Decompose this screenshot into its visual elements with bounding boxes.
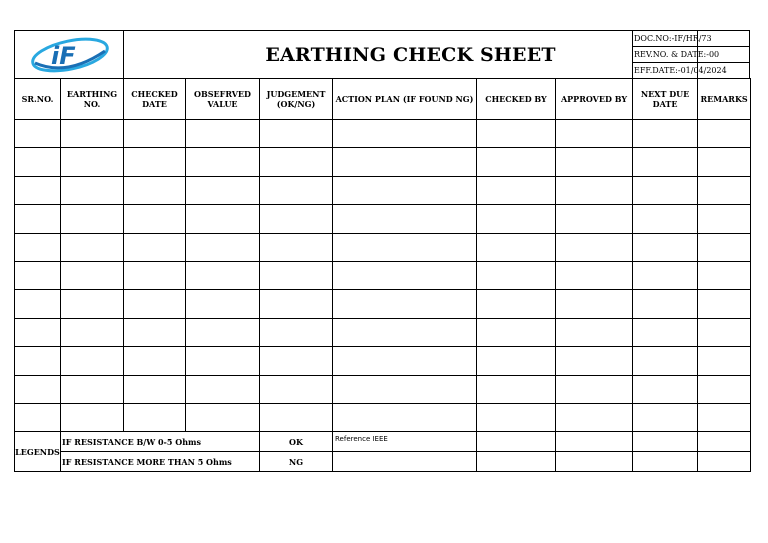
blank-cell[interactable] bbox=[260, 375, 333, 403]
blank-cell[interactable] bbox=[124, 375, 186, 403]
blank-cell[interactable] bbox=[15, 148, 61, 176]
blank-cell[interactable] bbox=[61, 205, 124, 233]
col-action-plan: ACTION PLAN (IF FOUND NG) bbox=[333, 79, 477, 120]
blank-cell[interactable] bbox=[260, 318, 333, 346]
blank-cell[interactable] bbox=[698, 290, 751, 318]
blank-cell[interactable] bbox=[186, 233, 260, 261]
blank-cell[interactable] bbox=[15, 375, 61, 403]
blank-cell[interactable] bbox=[633, 318, 698, 346]
blank-cell[interactable] bbox=[260, 403, 333, 431]
entry-rows bbox=[15, 120, 751, 432]
blank-cell[interactable] bbox=[61, 261, 124, 289]
blank-cell[interactable] bbox=[124, 290, 186, 318]
blank-cell[interactable] bbox=[124, 205, 186, 233]
blank-cell[interactable] bbox=[698, 347, 751, 375]
blank-cell[interactable] bbox=[633, 205, 698, 233]
blank-cell[interactable] bbox=[260, 148, 333, 176]
col-remarks: REMARKS bbox=[698, 79, 751, 120]
blank-cell[interactable] bbox=[477, 403, 556, 431]
legend-ng-code: NG bbox=[260, 452, 333, 472]
blank-cell[interactable] bbox=[186, 318, 260, 346]
blank-cell[interactable] bbox=[556, 347, 633, 375]
table-row bbox=[15, 176, 751, 204]
effective-date: EFF.DATE:-01/04/2024 bbox=[633, 63, 750, 79]
blank-cell[interactable] bbox=[15, 318, 61, 346]
blank-cell[interactable] bbox=[698, 375, 751, 403]
table-row bbox=[15, 347, 751, 375]
col-judgement: JUDGEMENT (OK/NG) bbox=[260, 79, 333, 120]
blank-cell[interactable] bbox=[186, 290, 260, 318]
blank-cell[interactable] bbox=[477, 347, 556, 375]
blank-cell[interactable] bbox=[556, 176, 633, 204]
blank-cell[interactable] bbox=[477, 148, 556, 176]
blank-cell[interactable] bbox=[186, 375, 260, 403]
table-row bbox=[15, 261, 751, 289]
blank-cell[interactable] bbox=[556, 403, 633, 431]
blank-cell[interactable] bbox=[477, 290, 556, 318]
blank-cell[interactable] bbox=[633, 403, 698, 431]
col-next-due-date: NEXT DUE DATE bbox=[633, 79, 698, 120]
blank-cell[interactable] bbox=[633, 176, 698, 204]
col-checked-by: CHECKED BY bbox=[477, 79, 556, 120]
blank-cell[interactable] bbox=[260, 120, 333, 148]
table-row bbox=[15, 148, 751, 176]
table-row bbox=[15, 233, 751, 261]
legend-ok-code: OK bbox=[260, 432, 333, 452]
blank-cell[interactable] bbox=[633, 261, 698, 289]
blank-cell[interactable] bbox=[333, 261, 477, 289]
blank-cell[interactable] bbox=[186, 120, 260, 148]
table-row bbox=[15, 375, 751, 403]
blank-cell[interactable] bbox=[698, 120, 751, 148]
revision-number: REV.NO. & DATE:-00 bbox=[633, 47, 750, 63]
col-earthing-no: EARTHING NO. bbox=[61, 79, 124, 120]
earthing-check-sheet bbox=[14, 30, 751, 472]
blank-cell[interactable] bbox=[61, 347, 124, 375]
blank-cell[interactable] bbox=[556, 318, 633, 346]
blank-cell[interactable] bbox=[477, 318, 556, 346]
blank-cell[interactable] bbox=[698, 148, 751, 176]
blank-cell[interactable] bbox=[61, 403, 124, 431]
blank-cell[interactable] bbox=[260, 205, 333, 233]
blank-cell[interactable] bbox=[61, 176, 124, 204]
blank-cell[interactable] bbox=[260, 290, 333, 318]
legend-ok-text: IF RESISTANCE B/W 0-5 Ohms bbox=[61, 432, 260, 452]
blank-cell[interactable] bbox=[333, 148, 477, 176]
blank-cell[interactable] bbox=[477, 375, 556, 403]
blank-cell[interactable] bbox=[633, 120, 698, 148]
blank-cell[interactable] bbox=[477, 233, 556, 261]
blank-cell[interactable] bbox=[333, 403, 477, 431]
if-logo-icon bbox=[27, 33, 111, 77]
blank-cell[interactable] bbox=[556, 205, 633, 233]
blank-cell[interactable] bbox=[61, 148, 124, 176]
company-logo bbox=[15, 31, 124, 79]
legend-reference: Reference IEEE bbox=[333, 432, 477, 452]
blank-cell[interactable] bbox=[698, 318, 751, 346]
blank-cell[interactable] bbox=[124, 403, 186, 431]
table-row bbox=[15, 403, 751, 431]
blank-cell[interactable] bbox=[698, 233, 751, 261]
table-row bbox=[15, 290, 751, 318]
blank-cell[interactable] bbox=[260, 347, 333, 375]
blank-cell[interactable] bbox=[633, 347, 698, 375]
blank-cell[interactable] bbox=[633, 148, 698, 176]
blank-cell[interactable] bbox=[698, 205, 751, 233]
blank-cell[interactable] bbox=[556, 120, 633, 148]
blank-cell[interactable] bbox=[333, 233, 477, 261]
blank-cell[interactable] bbox=[61, 290, 124, 318]
page-title: EARTHING CHECK SHEET bbox=[124, 31, 698, 79]
legend-row bbox=[15, 452, 751, 472]
blank-cell[interactable] bbox=[633, 290, 698, 318]
blank-cell[interactable] bbox=[61, 233, 124, 261]
blank-cell[interactable] bbox=[186, 347, 260, 375]
blank-cell[interactable] bbox=[186, 403, 260, 431]
col-checked-date: CHECKED DATE bbox=[124, 79, 186, 120]
blank-cell[interactable] bbox=[633, 233, 698, 261]
blank-cell[interactable] bbox=[698, 403, 751, 431]
logo-text: iF bbox=[51, 41, 76, 70]
blank-cell[interactable] bbox=[556, 233, 633, 261]
blank-cell[interactable] bbox=[477, 261, 556, 289]
blank-cell[interactable] bbox=[698, 261, 751, 289]
blank-cell[interactable] bbox=[698, 176, 751, 204]
blank-cell[interactable] bbox=[556, 375, 633, 403]
blank-cell[interactable] bbox=[333, 176, 477, 204]
blank-cell[interactable] bbox=[124, 176, 186, 204]
blank-cell[interactable] bbox=[124, 347, 186, 375]
blank-cell[interactable] bbox=[186, 261, 260, 289]
blank-cell[interactable] bbox=[61, 120, 124, 148]
legend-row bbox=[15, 432, 751, 452]
blank-cell[interactable] bbox=[124, 120, 186, 148]
blank-cell[interactable] bbox=[15, 176, 61, 204]
blank-cell[interactable] bbox=[15, 347, 61, 375]
blank-cell[interactable] bbox=[633, 375, 698, 403]
blank-cell[interactable] bbox=[61, 318, 124, 346]
doc-number: DOC.NO:-IF/HR/73 bbox=[633, 31, 750, 47]
col-approved-by: APPROVED BY bbox=[556, 79, 633, 120]
col-sr-no: SR.NO. bbox=[15, 79, 61, 120]
blank-cell[interactable] bbox=[260, 176, 333, 204]
blank-cell[interactable] bbox=[124, 318, 186, 346]
legend-ng-text: IF RESISTANCE MORE THAN 5 Ohms bbox=[61, 452, 260, 472]
table-row bbox=[15, 318, 751, 346]
table-row bbox=[15, 120, 751, 148]
blank-cell[interactable] bbox=[477, 176, 556, 204]
table-row bbox=[15, 205, 751, 233]
blank-cell[interactable] bbox=[333, 205, 477, 233]
blank-cell[interactable] bbox=[15, 120, 61, 148]
blank-cell[interactable] bbox=[15, 233, 61, 261]
col-observed-value: OBSEFRVED VALUE bbox=[186, 79, 260, 120]
blank-cell[interactable] bbox=[333, 290, 477, 318]
document-info bbox=[632, 30, 750, 79]
blank-cell[interactable] bbox=[186, 205, 260, 233]
blank-cell[interactable] bbox=[333, 375, 477, 403]
blank-cell[interactable] bbox=[186, 176, 260, 204]
blank-cell[interactable] bbox=[15, 403, 61, 431]
blank-cell[interactable] bbox=[333, 347, 477, 375]
blank-cell[interactable] bbox=[15, 261, 61, 289]
blank-cell[interactable] bbox=[556, 290, 633, 318]
blank-cell[interactable] bbox=[186, 148, 260, 176]
blank-cell[interactable] bbox=[477, 205, 556, 233]
blank-cell[interactable] bbox=[556, 148, 633, 176]
column-header-row bbox=[15, 79, 751, 120]
blank-cell[interactable] bbox=[15, 205, 61, 233]
blank-cell[interactable] bbox=[15, 290, 61, 318]
blank-cell[interactable] bbox=[124, 148, 186, 176]
blank-cell[interactable] bbox=[333, 318, 477, 346]
legends-label: LEGENDS bbox=[15, 432, 61, 472]
blank-cell[interactable] bbox=[124, 233, 186, 261]
blank-cell[interactable] bbox=[260, 233, 333, 261]
blank-cell[interactable] bbox=[556, 261, 633, 289]
blank-cell[interactable] bbox=[333, 120, 477, 148]
blank-cell[interactable] bbox=[477, 120, 556, 148]
blank-cell[interactable] bbox=[61, 375, 124, 403]
blank-cell[interactable] bbox=[124, 261, 186, 289]
blank-cell[interactable] bbox=[260, 261, 333, 289]
